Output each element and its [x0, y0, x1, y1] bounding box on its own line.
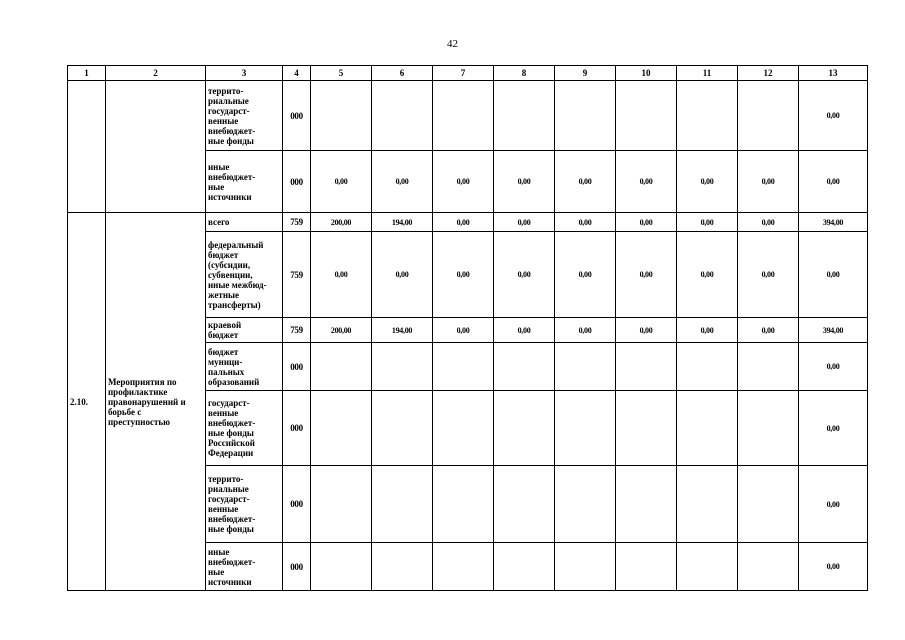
value-cell: 0,00 [677, 151, 738, 213]
funding-source: федеральный бюджет (субсидии, субвенции, иные межбюд- жетные трансферты) [206, 232, 283, 318]
value-cell [738, 466, 799, 543]
value-cell [616, 466, 677, 543]
header-cell: 6 [372, 66, 433, 81]
value-cell [555, 391, 616, 466]
value-cell: 394,00 [799, 213, 868, 232]
funding-source: террито- риальные государст- венные внебюджет- ные фонды [206, 466, 283, 543]
value-cell [372, 466, 433, 543]
value-cell: 0,00 [677, 213, 738, 232]
header-cell: 2 [106, 66, 206, 81]
value-cell [616, 543, 677, 591]
header-cell: 7 [433, 66, 494, 81]
value-cell [494, 391, 555, 466]
value-cell [677, 343, 738, 391]
value-cell: 0,00 [616, 318, 677, 343]
value-cell: 0,00 [738, 232, 799, 318]
value-cell: 194,00 [372, 213, 433, 232]
value-cell: 0,00 [555, 213, 616, 232]
activity-name-cell [106, 81, 206, 213]
budget-code: 759 [283, 232, 311, 318]
value-cell: 0,00 [677, 232, 738, 318]
value-cell: 0,00 [799, 232, 868, 318]
value-cell [311, 343, 372, 391]
header-cell: 12 [738, 66, 799, 81]
value-cell: 0,00 [494, 232, 555, 318]
value-cell: 0,00 [555, 232, 616, 318]
budget-code: 000 [283, 466, 311, 543]
value-cell: 0,00 [616, 213, 677, 232]
header-cell: 13 [799, 66, 868, 81]
value-cell: 0,00 [555, 318, 616, 343]
value-cell: 200,00 [311, 318, 372, 343]
value-cell [616, 391, 677, 466]
value-cell: 0,00 [616, 151, 677, 213]
value-cell [494, 343, 555, 391]
value-cell: 0,00 [799, 543, 868, 591]
header-row [68, 66, 868, 81]
value-cell [311, 391, 372, 466]
funding-source: государст- венные внебюджет- ные фонды Российской Федерации [206, 391, 283, 466]
value-cell [555, 343, 616, 391]
value-cell [738, 343, 799, 391]
value-cell: 0,00 [555, 151, 616, 213]
value-cell [372, 343, 433, 391]
value-cell [311, 81, 372, 151]
value-cell: 0,00 [738, 213, 799, 232]
table-row [68, 213, 868, 232]
value-cell [433, 343, 494, 391]
header-cell: 3 [206, 66, 283, 81]
value-cell [555, 466, 616, 543]
header-cell: 11 [677, 66, 738, 81]
value-cell: 0,00 [738, 318, 799, 343]
value-cell [372, 543, 433, 591]
value-cell [677, 543, 738, 591]
header-cell: 1 [68, 66, 106, 81]
value-cell: 0,00 [799, 151, 868, 213]
table-row [68, 81, 868, 151]
header-cell: 9 [555, 66, 616, 81]
page-number: 42 [447, 38, 458, 50]
value-cell [372, 391, 433, 466]
value-cell: 0,00 [311, 232, 372, 318]
header-cell: 8 [494, 66, 555, 81]
funding-source: террито- риальные государст- венные внебюджет- ные фонды [206, 81, 283, 151]
value-cell [616, 343, 677, 391]
row-number-cell [68, 81, 106, 213]
value-cell: 0,00 [494, 213, 555, 232]
budget-code: 000 [283, 343, 311, 391]
value-cell [494, 466, 555, 543]
budget-code: 759 [283, 213, 311, 232]
value-cell: 0,00 [799, 343, 868, 391]
value-cell [738, 391, 799, 466]
value-cell [738, 543, 799, 591]
value-cell: 0,00 [433, 213, 494, 232]
value-cell: 0,00 [494, 151, 555, 213]
header-cell: 10 [616, 66, 677, 81]
funding-source: иные внебюджет- ные источники [206, 151, 283, 213]
value-cell: 0,00 [738, 151, 799, 213]
value-cell [677, 81, 738, 151]
value-cell: 194,00 [372, 318, 433, 343]
value-cell [555, 543, 616, 591]
budget-code: 000 [283, 151, 311, 213]
header-cell: 4 [283, 66, 311, 81]
value-cell [433, 81, 494, 151]
value-cell: 0,00 [433, 232, 494, 318]
section-number: 2.10. [68, 213, 106, 591]
value-cell [494, 543, 555, 591]
value-cell [311, 466, 372, 543]
section-name: Мероприятия по профилактике правонарушений и борьбе с преступностью [106, 213, 206, 591]
value-cell: 0,00 [311, 151, 372, 213]
value-cell: 0,00 [372, 151, 433, 213]
header-cell: 5 [311, 66, 372, 81]
value-cell: 0,00 [372, 232, 433, 318]
value-cell: 394,00 [799, 318, 868, 343]
budget-table [67, 65, 868, 591]
funding-source: всего [206, 213, 283, 232]
funding-source: иные внебюджет- ные источники [206, 543, 283, 591]
value-cell [738, 81, 799, 151]
funding-source: краевой бюджет [206, 318, 283, 343]
value-cell [555, 81, 616, 151]
value-cell [372, 81, 433, 151]
value-cell: 0,00 [616, 232, 677, 318]
value-cell: 0,00 [799, 81, 868, 151]
value-cell: 0,00 [433, 318, 494, 343]
value-cell: 0,00 [799, 466, 868, 543]
value-cell [433, 543, 494, 591]
value-cell [433, 391, 494, 466]
value-cell: 0,00 [433, 151, 494, 213]
value-cell [433, 466, 494, 543]
value-cell: 0,00 [494, 318, 555, 343]
value-cell: 200,00 [311, 213, 372, 232]
budget-code: 000 [283, 391, 311, 466]
value-cell [616, 81, 677, 151]
value-cell [677, 391, 738, 466]
budget-code: 000 [283, 543, 311, 591]
value-cell: 0,00 [799, 391, 868, 466]
budget-code: 000 [283, 81, 311, 151]
budget-code: 759 [283, 318, 311, 343]
value-cell [311, 543, 372, 591]
value-cell [494, 81, 555, 151]
value-cell: 0,00 [677, 318, 738, 343]
value-cell [677, 466, 738, 543]
funding-source: бюджет муници- пальных образований [206, 343, 283, 391]
